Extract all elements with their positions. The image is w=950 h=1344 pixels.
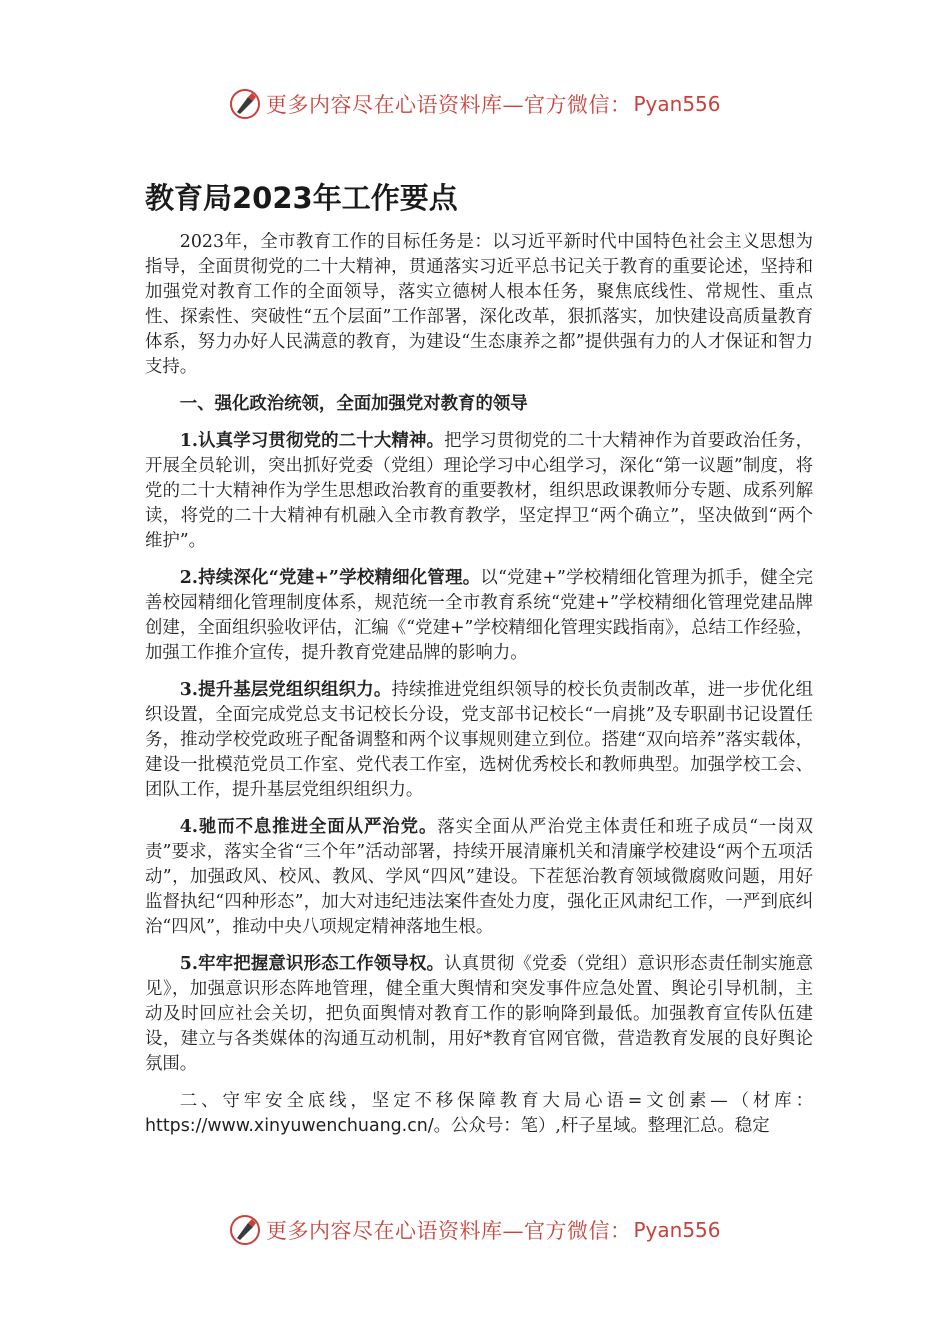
header-banner	[228, 86, 728, 122]
item-paragraph-2	[145, 566, 813, 666]
banner-wechat-id: Pyan556	[633, 92, 721, 116]
banner-text: 更多内容尽在心语资料库—官方微信：	[266, 1219, 632, 1243]
section-heading-2	[145, 1089, 813, 1139]
item-paragraph-1	[145, 429, 813, 554]
intro-paragraph: 2023年，全市教育工作的目标任务是：以习近平新时代中国特色社会主义思想为指导，全面贯彻党的二十大精神，贯通落实习近平总书记关于教育的重要论述，坚持和加强党对教育工作的全面领导，落实立德树人根本任务，聚焦底线性、常规性、重点性、探索性、突破性“五个层面”工作部署，深化改革，狠抓落实，加快建设高质量教育体系，努力办好人民满意的教育，为建设“生态康养之都”提供强有力的人才保证和智力支持。	[145, 232, 813, 377]
section-heading-1: 一、强化政治统领，全面加强党对教育的领导	[179, 394, 528, 414]
source-url-link[interactable]: https://www.xinyuwenchuang.cn/	[145, 1116, 434, 1136]
item-body: 持续推进党组织领导的校长负责制改革，进一步优化组织设置，全面完成党总支书记校长分设，党支部书记校长“一肩挑”及专职副书记设置任务，推动学校党政班子配备调整和两个议事规则建立到位。搭建“双向培养”落实载体，建设一批模范党员工作室、党代表工作室，选树优秀校长和教师典型。加强学校工会、团队工作，提升基层党组织组织力。	[145, 680, 813, 800]
item-body: 落实全面从严治党主体责任和班子成员“一岗双责”要求，落实全省“三个年”活动部署，持续开展清廉机关和清廉学校建设“两个五项活动”，加强政风、校风、教风、学风“四风”建设。下茬惩治教育领域微腐败问题，用好监督执纪“四种形态”，加大对违纪违法案件查处力度，强化正风肃纪工作，一严到底纠治“四风”，推动中央八项规定精神落地生根。	[145, 817, 813, 937]
item-heading: 5.牢牢把握意识形态工作领导权。	[179, 954, 445, 974]
pen-nib-icon	[228, 1213, 262, 1247]
item-heading: 1.认真学习贯彻党的二十大精神。	[179, 431, 445, 451]
item-paragraph-4	[145, 815, 813, 940]
item-paragraph-5	[145, 952, 813, 1077]
document-body	[145, 230, 813, 1139]
item-body: 以“党建+”学校精细化管理为抓手，健全完善校园精细化管理制度体系，规范统一全市教育系统“党建+”学校精细化管理党建品牌创建，全面组织验收评估，汇编《“党建+”学校精细化管理实践指南》，总结工作经验，加强工作推介宣传，提升教育党建品牌的影响力。	[145, 568, 813, 663]
item-paragraph-3	[145, 678, 813, 803]
footer-banner	[228, 1212, 728, 1248]
item-heading: 4.驰而不息推进全面从严治党。	[179, 817, 438, 837]
pen-nib-icon	[228, 87, 262, 121]
item-heading: 3.提升基层党组织组织力。	[179, 680, 392, 700]
item-heading: 2.持续深化“党建+”学校精细化管理。	[179, 568, 481, 588]
banner-text: 更多内容尽在心语资料库—官方微信：	[266, 93, 632, 117]
item-body: 把学习贯彻党的二十大精神作为首要政治任务，开展全员轮训，突出抓好党委（党组）理论学习中心组学习，深化“第一议题”制度，将党的二十大精神作为学生思想政治教育的重要教材，组织思政课教师分专题、成系列解读，将党的二十大精神有机融入全市教育教学，坚定捍卫“两个确立”，坚决做到“两个维护”。	[145, 431, 813, 551]
item-body: 认真贯彻《党委（党组）意识形态责任制实施意见》，加强意识形态阵地管理，健全重大舆情和突发事件应急处置、舆论引导机制，主动及时回应社会关切，把负面舆情对教育工作的影响降到最低。加强教育宣传队伍建设，建立与各类媒体的沟通互动机制，用好*教育官网官微，营造教育发展的良好舆论氛围。	[145, 954, 813, 1074]
section2-tail: 。公众号：笔）,杆子星域。整理汇总。稳定	[433, 1116, 770, 1136]
section2-lead: 二、守牢安全底线，坚定不移保障教育大局心语=文创素—（材库：	[179, 1091, 813, 1111]
page-title: 教育局2023年工作要点	[145, 181, 458, 215]
banner-wechat-id: Pyan556	[633, 1218, 721, 1242]
